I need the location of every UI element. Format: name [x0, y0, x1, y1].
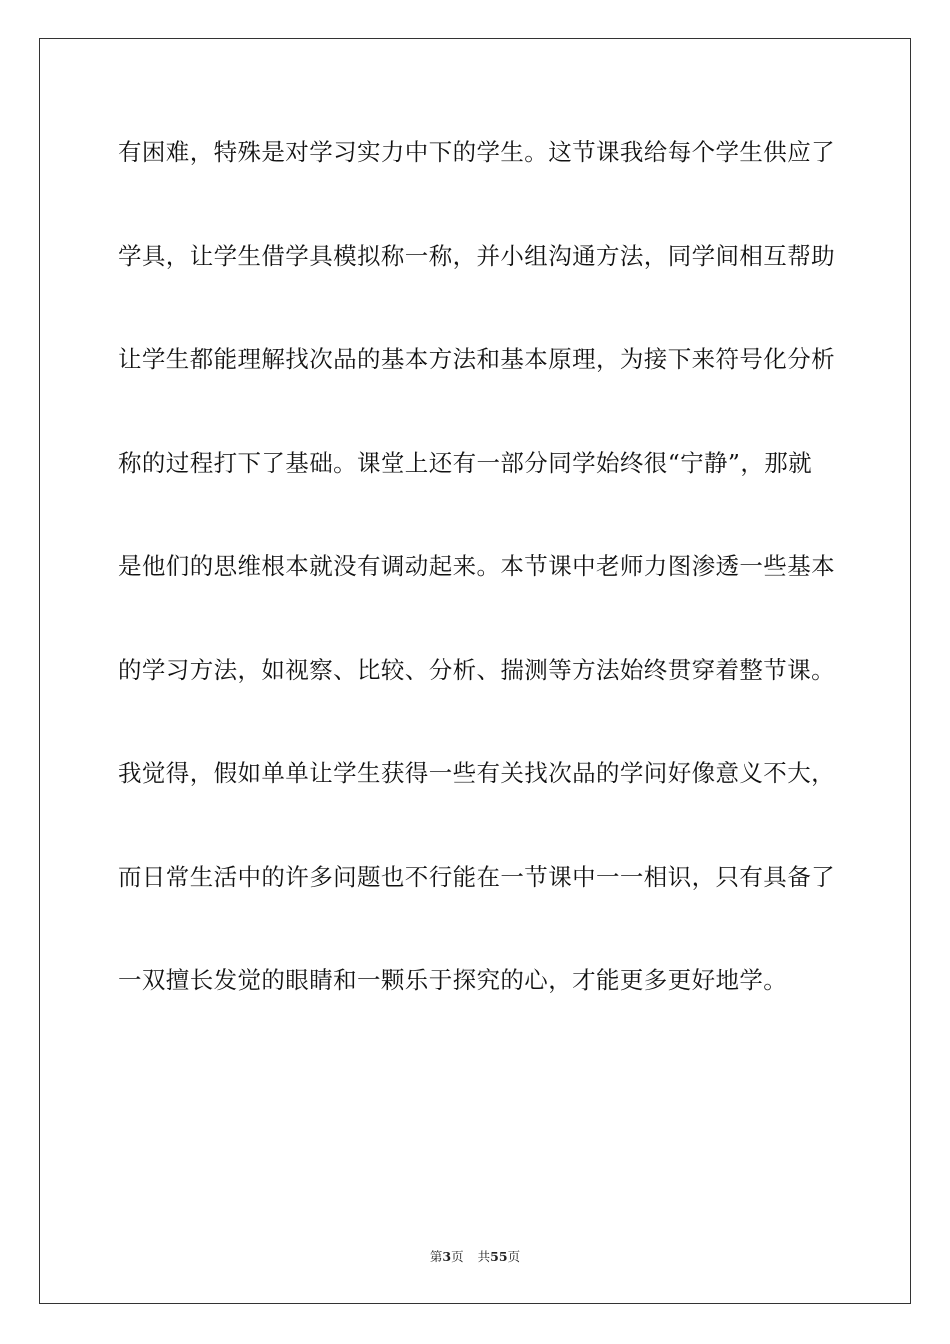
text-line: 学具，让学生借学具模拟称一称，并小组沟通方法，同学间相互帮助	[118, 241, 835, 270]
text-line: 称的过程打下了基础。课堂上还有一部分同学始终很“宁静”，那就	[118, 448, 813, 477]
text-line: 而日常生活中的许多问题也不行能在一节课中一一相识，只有具备了	[118, 862, 835, 891]
text-line: 一双擅长发觉的眼睛和一颗乐于探究的心，才能更多更好地学。	[118, 966, 788, 994]
text-line: 是他们的思维根本就没有调动起来。本节课中老师力图渗透一些基本	[118, 552, 835, 580]
text-line: 有困难，特殊是对学习实力中下的学生。这节课我给每个学生供应了	[118, 138, 835, 166]
document-body	[118, 126, 838, 1058]
page-footer	[0, 1248, 950, 1266]
text-line: 让学生都能理解找次品的基本方法和基本原理，为接下来符号化分析	[118, 345, 835, 373]
page-number: 第3页	[429, 1249, 464, 1264]
text-line: 我觉得，假如单单让学生获得一些有关找次品的学问好像意义不大，	[118, 759, 835, 787]
text-line: 的学习方法，如视察、比较、分析、揣测等方法始终贯穿着整节课。	[118, 655, 835, 684]
total-pages: 共55页	[477, 1249, 521, 1264]
